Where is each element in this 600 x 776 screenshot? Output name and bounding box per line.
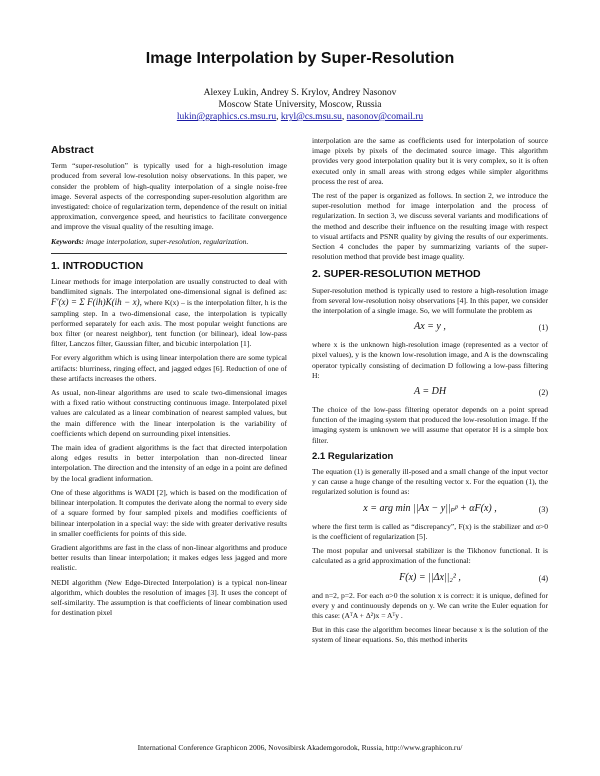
interpolation-equation: F′(x) = Σ F(ih)K(ih − x),: [51, 297, 142, 308]
reg-paragraph-2: where the first term is called as “discrepancy”, F(x) is the stabilizer and α>0 is the coefficient of regularization [5].: [312, 521, 548, 541]
abstract-heading: Abstract: [51, 144, 94, 156]
equation-1-number: (1): [538, 323, 548, 333]
intro-paragraph-6: Gradient algorithms are fast in the class of non-linear algorithms and produce better results than linear interpolation; it makes edges less jagged and more realistic.: [51, 542, 287, 573]
equation-3: [312, 502, 548, 518]
equation-4: [312, 571, 548, 587]
equation-2-expr: A = DH: [413, 386, 447, 398]
equation-3-number: (3): [538, 504, 548, 514]
email-link-nasonov[interactable]: nasonov@comail.ru: [346, 112, 424, 122]
left-column: [51, 138, 287, 622]
equation-1-expr: Ax = y ,: [414, 321, 446, 333]
reg-paragraph-4: and n=2, p=2. For each α>0 the solution x is correct: it is unique, defined for every y and continuously depends on y. We can write the Euler equation for this case: (AᵀA + Δ²)x = Aᵀy .: [312, 590, 548, 620]
introduction-heading: 1. INTRODUCTION: [51, 259, 144, 272]
intro-paragraph-7: NEDI algorithm (New Edge-Directed Interpolation) is a typical non-linear algorithm, which doubles the resolution of images [3]. It uses the concept of self-similarity. The assumption is that coefficients of linear combination used for destination pixel: [51, 577, 287, 618]
sr-paragraph-3: The choice of the low-pass filtering operator depends on a point spread function of the imaging system that produced the low-resolution image. If the imaging system is unknown we will assume that operator H is a simple box filter.: [312, 405, 548, 445]
affiliation: Moscow State University, Moscow, Russia: [218, 100, 382, 110]
super-resolution-heading: 2. SUPER-RESOLUTION METHOD: [312, 268, 481, 281]
equation-2-number: (2): [538, 388, 548, 398]
email-link-lukin[interactable]: lukin@graphics.cs.msu.ru: [176, 112, 277, 122]
reg-paragraph-5: But in this case the algorithm becomes linear because x is the solution of the system of linear equations. So, this method inherits: [312, 625, 548, 645]
keywords-text: image interpolation, super-resolution, regularization.: [85, 236, 249, 246]
reg-paragraph-3: The most popular and universal stabilizer is the Tikhonov functional. It is calculated as a grid approximation of the functional:: [312, 546, 548, 566]
equation-2: [312, 385, 548, 401]
equation-4-number: (4): [538, 573, 548, 583]
right-paragraph-1: The rest of the paper is organized as follows. In section 2, we introduce the super-resolution method for image interpolation and the process of regularization. In section 3, we discuss several variants and modifications of the method and describe their influence on the resulting image with respect to visual artifacts and PSNR quality by giving the results of our experiments. Section 4 concludes the paper by summarizing variants of the super-resolution method that provide best image quality.: [312, 191, 548, 262]
sr-paragraph-1: Super-resolution method is typically used to restore a high-resolution image from several low-resolution noisy observations [4]. In this paper, we consider the interpolation of a single image. So, we will formulate the problem as: [312, 285, 548, 316]
intro-paragraph-1: Linear methods for image interpolation are usually constructed to deal with bandlimited signals. The interpolated one-dimensional signal is defined as: F′(x) = Σ F(ih)K(ih − x), where K(x) – is the interpolation filter, h is the sampling step. In a two-dimensional case, the interpolation is typically performed separately for each axis. The most popular weight functions are box filter (or nearest neighbor), tent function (or bilinear), ideal low-pass filter, Lanczos filter, Gaussian filter, and bicubic interpolation [1].: [51, 277, 288, 349]
emails: lukin@graphics.cs.msu.ru, kryl@cs.msu.su, nasonov@comail.ru: [176, 112, 424, 122]
equation-1: [312, 320, 548, 336]
keywords-label: Keywords:: [51, 236, 84, 246]
intro-paragraph-3: As usual, non-linear algorithms are used to scale two-dimensional images with a fixed ratio without constructing continuous image. Interpolated pixel values are calculated as a linear combination of nearest sampled values, but the main difference with the linear interpolation is the variability of coefficients which depend on surrounding pixel intensities.: [51, 388, 287, 438]
abstract-text: Term “super-resolution” is typically used for a high-resolution image produced from several low-resolution noisy observations. In this paper, we consider the problem of high-quality interpolation of a single noise-free image. Several aspects of the corresponding super-resolution algorithm are investigated: choice of regularization term, dependence of the result on initial approximation, convergence speed, and heuristics to facilitate convergence and improve the visual quality of the resulting image.: [51, 161, 287, 232]
keywords: [51, 237, 287, 247]
equation-4-expr: F(x) = ||Δx||₂² ,: [399, 571, 461, 583]
equation-3-expr: x = arg min ||Ax − y||ₚᵖ + αF(x) ,: [363, 502, 497, 514]
regularization-heading: 2.1 Regularization: [312, 450, 394, 462]
right-column: [312, 136, 548, 650]
intro-paragraph-2: For every algorithm which is using linear interpolation there are some typical artifacts: blurriness, ringing effect, and jagged edges [6]. Reduction of one of these artifacts increases the others.: [51, 353, 287, 383]
intro-paragraph-4: The main idea of gradient algorithms is the fact that directed interpolation along edges results in better interpolation than non-directed linear interpolation. The direction and the intensity of an edge in a point are defined by the local gradient information.: [51, 443, 287, 483]
authors: Alexey Lukin, Andrey S. Krylov, Andrey Nasonov: [203, 88, 397, 98]
email-link-kryl[interactable]: kryl@cs.msu.su: [280, 112, 342, 122]
paper-title: Image Interpolation by Super-Resolution: [145, 50, 455, 67]
right-paragraph-0: interpolation are the same as coefficients used for interpolation of source image pixels by pixels of the decimated source image. This algorithm provides very good interpolation quality but it is very complex, so it is often executed only in small areas with strong edges while simpler algorithms process the rest of area.: [312, 136, 548, 186]
reg-paragraph-1: The equation (1) is generally ill-posed and a small change of the input vector y can cause a huge change of the resulting vector x. For the equation (1), the regularized solution is found as:: [312, 467, 548, 497]
sr-paragraph-2: where x is the unknown high-resolution image (represented as a vector of pixel values), y is the known low-resolution image, and A is the downscaling operator typically consisting of decimation D following a low-pass filtering H:: [312, 340, 548, 380]
intro-paragraph-5: One of these algorithms is WADI [2], which is based on the modification of bilinear interpolation. It computes the derivate along the normal to every side of a square formed by four sampled pixels and modifies coefficients of bilinear interpolation in a special way: the side with greater derivative results in smaller coefficients for points of this side.: [51, 487, 287, 538]
conference-footer: International Conference Graphicon 2006, Novosibirsk Akademgorodok, Russia, http://www.graphicon.ru/: [137, 743, 463, 752]
abstract-rule: [51, 253, 287, 254]
